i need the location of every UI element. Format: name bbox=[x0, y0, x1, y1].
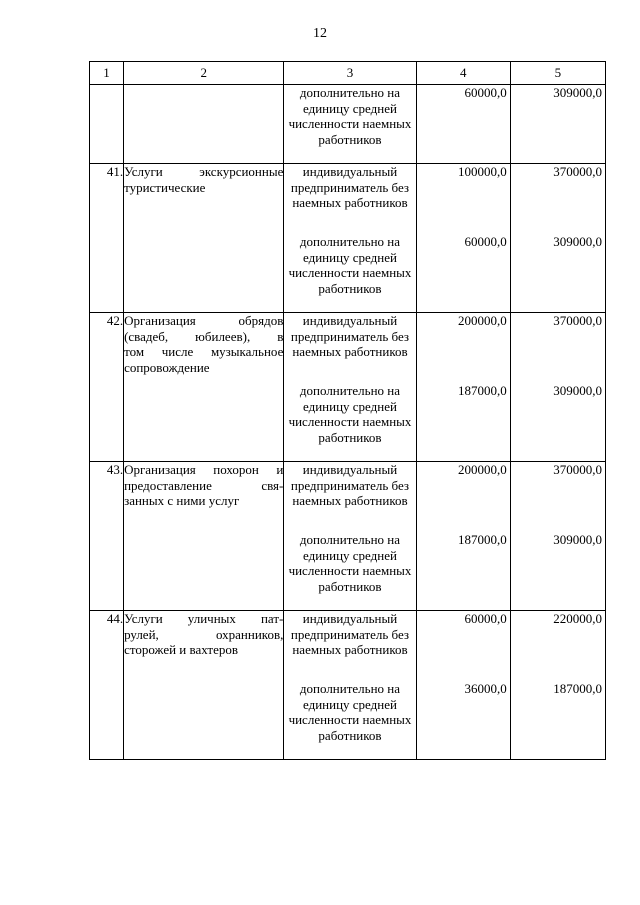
table-row bbox=[90, 462, 606, 611]
spacer bbox=[511, 673, 605, 681]
service-name-line: сопровождение bbox=[124, 359, 210, 375]
category-text: индивидуальный предприниматель без наемных работников bbox=[290, 611, 410, 657]
col4-cell bbox=[416, 462, 510, 611]
header-col-5: 5 bbox=[510, 62, 605, 85]
col5-value: 187000,0 bbox=[553, 681, 602, 696]
service-name bbox=[124, 313, 284, 462]
header-col-1: 1 bbox=[90, 62, 124, 85]
table-row bbox=[90, 611, 606, 760]
col5-cell bbox=[510, 462, 605, 611]
row-number: 44. bbox=[90, 611, 124, 760]
table-body bbox=[90, 85, 606, 760]
spacer bbox=[284, 375, 415, 383]
spacer bbox=[284, 226, 415, 234]
continuation-num bbox=[90, 85, 124, 164]
col5-value: 370000,0 bbox=[553, 462, 602, 477]
service-name-line: (свадеб, юбилеев), в bbox=[124, 328, 284, 344]
col5-value: 309000,0 bbox=[553, 234, 602, 249]
service-name bbox=[124, 462, 284, 611]
col5-value: 309000,0 bbox=[553, 532, 602, 547]
spacer bbox=[511, 375, 605, 383]
continuation-col5: 309000,0 bbox=[553, 85, 602, 100]
continuation-row bbox=[90, 85, 606, 164]
col4-value: 187000,0 bbox=[458, 383, 507, 398]
category-text: дополнительно на единицу средней численности наемных работников bbox=[288, 532, 412, 594]
service-name-line: Организация обрядов bbox=[124, 313, 284, 328]
category-text: индивидуальный предприниматель без наемных работников bbox=[290, 164, 410, 210]
continuation-col4: 60000,0 bbox=[464, 85, 507, 100]
header-row bbox=[90, 62, 606, 85]
col4-value: 60000,0 bbox=[464, 234, 507, 249]
service-name-line: том числе музыкальное bbox=[124, 344, 284, 359]
col4-cell bbox=[416, 313, 510, 462]
col4-value: 100000,0 bbox=[458, 164, 507, 179]
spacer bbox=[284, 524, 415, 532]
spacer bbox=[284, 673, 415, 681]
service-name-line: сторожей и вахтеров bbox=[124, 642, 239, 657]
spacer bbox=[417, 226, 510, 234]
row-number: 42. bbox=[90, 313, 124, 462]
category-text: дополнительно на единицу средней численности наемных работников bbox=[288, 234, 412, 296]
header-col-4: 4 bbox=[416, 62, 510, 85]
category-text: индивидуальный предприниматель без наемных работников bbox=[290, 313, 410, 359]
spacer bbox=[417, 524, 510, 532]
col5-cell bbox=[510, 313, 605, 462]
service-name bbox=[124, 611, 284, 760]
tariff-table bbox=[89, 61, 606, 760]
category-cell bbox=[284, 313, 416, 462]
spacer bbox=[417, 673, 510, 681]
col4-value: 187000,0 bbox=[458, 532, 507, 547]
category-cell bbox=[284, 611, 416, 760]
service-name-line: Услуги экскурсионные bbox=[124, 164, 284, 179]
category-cell bbox=[284, 164, 416, 313]
spacer bbox=[511, 524, 605, 532]
header-col-2: 2 bbox=[124, 62, 284, 85]
table-row bbox=[90, 313, 606, 462]
col5-value: 220000,0 bbox=[553, 611, 602, 626]
row-number: 43. bbox=[90, 462, 124, 611]
col5-value: 370000,0 bbox=[553, 164, 602, 179]
continuation-name bbox=[124, 85, 284, 164]
service-name-line: Услуги уличных пат- bbox=[124, 611, 284, 626]
service-name-line: рулей, охранников, bbox=[124, 626, 284, 642]
col5-value: 370000,0 bbox=[553, 313, 602, 328]
col5-cell bbox=[510, 611, 605, 760]
page-number: 12 bbox=[313, 26, 327, 41]
col5-cell bbox=[510, 164, 605, 313]
table-row bbox=[90, 164, 606, 313]
col4-value: 200000,0 bbox=[458, 313, 507, 328]
category-text: дополнительно на единицу средней численности наемных работников bbox=[288, 681, 412, 743]
service-name-line: Организация похорон и bbox=[124, 462, 284, 477]
category-text: индивидуальный предприниматель без наемных работников bbox=[290, 462, 410, 508]
col5-value: 309000,0 bbox=[553, 383, 602, 398]
category-text: дополнительно на единицу средней численности наемных работников bbox=[288, 383, 412, 445]
spacer bbox=[511, 226, 605, 234]
service-name bbox=[124, 164, 284, 313]
col4-value: 60000,0 bbox=[464, 611, 507, 626]
service-name-line: туристические bbox=[124, 179, 206, 195]
spacer bbox=[417, 375, 510, 383]
row-number: 41. bbox=[90, 164, 124, 313]
service-name-line: предоставление свя- bbox=[124, 477, 284, 493]
col4-cell bbox=[416, 611, 510, 760]
continuation-category: дополнительно на единицу средней численности наемных работников bbox=[288, 85, 412, 147]
service-name-line: занных с ними услуг bbox=[124, 493, 240, 508]
header-col-3: 3 bbox=[284, 62, 416, 85]
category-cell bbox=[284, 462, 416, 611]
col4-cell bbox=[416, 164, 510, 313]
col4-value: 200000,0 bbox=[458, 462, 507, 477]
col4-value: 36000,0 bbox=[464, 681, 507, 696]
